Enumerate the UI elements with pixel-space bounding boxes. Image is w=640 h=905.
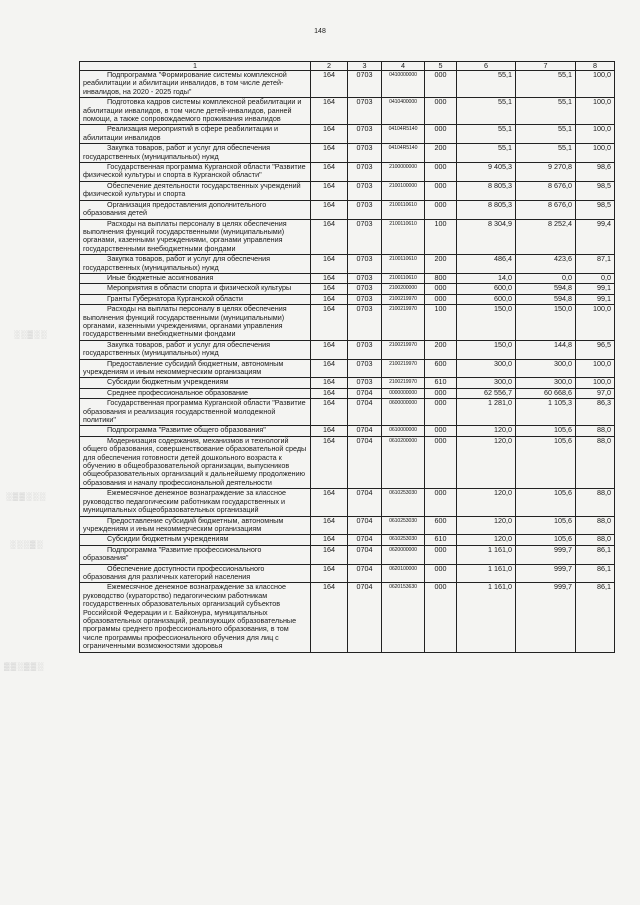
scan-artifact: ▒▒░▒▒░: [4, 662, 45, 671]
grbs-code-cell: 164: [311, 125, 348, 144]
expense-type-cell: 000: [425, 545, 457, 564]
grbs-code-cell: 164: [311, 144, 348, 163]
actual-amount-cell: 9 270,8: [516, 163, 576, 182]
target-article-cell: 2100219970: [382, 378, 425, 388]
actual-amount-cell: 999,7: [516, 564, 576, 583]
planned-amount-cell: 600,0: [457, 284, 516, 294]
column-number: 8: [576, 62, 615, 71]
execution-percent-cell: 86,3: [576, 399, 615, 426]
grbs-code-cell: 164: [311, 273, 348, 283]
target-article-cell: 2100219970: [382, 294, 425, 304]
row-name-cell: Государственная программа Курганской области "Развитие образования и реализация государственной молодежной политики": [80, 399, 311, 426]
execution-percent-cell: 98,5: [576, 181, 615, 200]
column-number: 7: [516, 62, 576, 71]
row-name-cell: Среднее профессиональное образование: [80, 388, 311, 398]
table-row: [80, 436, 615, 488]
column-number: 4: [382, 62, 425, 71]
scan-artifact: ░░░▒░: [10, 540, 44, 549]
expense-type-cell: 000: [425, 583, 457, 652]
section-code-cell: 0704: [348, 564, 382, 583]
grbs-code-cell: 164: [311, 436, 348, 488]
grbs-code-cell: 164: [311, 200, 348, 219]
grbs-code-cell: 164: [311, 583, 348, 652]
expense-type-cell: 100: [425, 219, 457, 255]
column-number: 3: [348, 62, 382, 71]
expense-type-cell: 600: [425, 516, 457, 535]
planned-amount-cell: 55,1: [457, 71, 516, 98]
execution-percent-cell: 96,5: [576, 340, 615, 359]
actual-amount-cell: 105,6: [516, 516, 576, 535]
execution-percent-cell: 88,0: [576, 516, 615, 535]
planned-amount-cell: 8 805,3: [457, 181, 516, 200]
execution-percent-cell: 100,0: [576, 378, 615, 388]
column-number: 2: [311, 62, 348, 71]
actual-amount-cell: 105,6: [516, 535, 576, 545]
row-name-cell: Подпрограмма "Развитие общего образования": [80, 426, 311, 436]
row-name-cell: Субсидии бюджетным учреждениям: [80, 378, 311, 388]
target-article-cell: 2100110610: [382, 273, 425, 283]
actual-amount-cell: 594,8: [516, 294, 576, 304]
column-number: 1: [80, 62, 311, 71]
expense-type-cell: 000: [425, 125, 457, 144]
actual-amount-cell: 55,1: [516, 125, 576, 144]
planned-amount-cell: 9 405,3: [457, 163, 516, 182]
expense-type-cell: 200: [425, 340, 457, 359]
planned-amount-cell: 600,0: [457, 294, 516, 304]
actual-amount-cell: 8 676,0: [516, 200, 576, 219]
target-article-cell: 2100219970: [382, 305, 425, 341]
planned-amount-cell: 150,0: [457, 305, 516, 341]
execution-percent-cell: 88,0: [576, 489, 615, 516]
row-name-cell: Закупка товаров, работ и услуг для обеспечения государственных (муниципальных) нужд: [80, 144, 311, 163]
execution-percent-cell: 86,1: [576, 564, 615, 583]
table-row: [80, 388, 615, 398]
target-article-cell: 0610253030: [382, 489, 425, 516]
actual-amount-cell: 999,7: [516, 583, 576, 652]
section-code-cell: 0703: [348, 200, 382, 219]
column-number: 6: [457, 62, 516, 71]
grbs-code-cell: 164: [311, 564, 348, 583]
table-row: [80, 71, 615, 98]
expense-type-cell: 000: [425, 71, 457, 98]
target-article-cell: 2100000000: [382, 163, 425, 182]
execution-percent-cell: 100,0: [576, 125, 615, 144]
actual-amount-cell: 55,1: [516, 98, 576, 125]
row-name-cell: Закупка товаров, работ и услуг для обеспечения государственных (муниципальных) нужд: [80, 255, 311, 274]
table-row: [80, 255, 615, 274]
grbs-code-cell: 164: [311, 294, 348, 304]
table-row: [80, 399, 615, 426]
row-name-cell: Подпрограмма "Формирование системы комплексной реабилитации и абилитации инвалидов, в том числе детей-инвалидов, на 2020 - 2025 годы": [80, 71, 311, 98]
grbs-code-cell: 164: [311, 545, 348, 564]
actual-amount-cell: 105,6: [516, 426, 576, 436]
budget-table: [79, 61, 615, 653]
execution-percent-cell: 0,0: [576, 273, 615, 283]
execution-percent-cell: 99,1: [576, 294, 615, 304]
row-name-cell: Расходы на выплаты персоналу в целях обеспечения выполнения функций государственными (муниципальными) органами, казенными учреждениями, органами управления государственными внебюджетными фондами: [80, 219, 311, 255]
section-code-cell: 0704: [348, 545, 382, 564]
target-article-cell: 2100200000: [382, 284, 425, 294]
actual-amount-cell: 60 668,6: [516, 388, 576, 398]
target-article-cell: 0600000000: [382, 399, 425, 426]
planned-amount-cell: 486,4: [457, 255, 516, 274]
section-code-cell: 0703: [348, 294, 382, 304]
planned-amount-cell: 300,0: [457, 378, 516, 388]
section-code-cell: 0703: [348, 163, 382, 182]
section-code-cell: 0704: [348, 436, 382, 488]
grbs-code-cell: 164: [311, 305, 348, 341]
expense-type-cell: 800: [425, 273, 457, 283]
planned-amount-cell: 1 161,0: [457, 545, 516, 564]
scan-artifact: ░▒▒░░░: [6, 492, 47, 501]
expense-type-cell: 600: [425, 359, 457, 378]
row-name-cell: Предоставление субсидий бюджетным, автономным учреждениям и иным некоммерческим организациям: [80, 359, 311, 378]
row-name-cell: Мероприятия в области спорта и физической культуры: [80, 284, 311, 294]
execution-percent-cell: 86,1: [576, 545, 615, 564]
execution-percent-cell: 100,0: [576, 305, 615, 341]
planned-amount-cell: 150,0: [457, 340, 516, 359]
actual-amount-cell: 423,6: [516, 255, 576, 274]
expense-type-cell: 610: [425, 535, 457, 545]
grbs-code-cell: 164: [311, 340, 348, 359]
section-code-cell: 0703: [348, 219, 382, 255]
target-article-cell: 2100100000: [382, 181, 425, 200]
table-row: [80, 98, 615, 125]
section-code-cell: 0703: [348, 305, 382, 341]
actual-amount-cell: 55,1: [516, 144, 576, 163]
row-name-cell: Обеспечение доступности профессионального образования для различных категорий населения: [80, 564, 311, 583]
grbs-code-cell: 164: [311, 284, 348, 294]
row-name-cell: Закупка товаров, работ и услуг для обеспечения государственных (муниципальных) нужд: [80, 340, 311, 359]
section-code-cell: 0703: [348, 181, 382, 200]
planned-amount-cell: 14,0: [457, 273, 516, 283]
section-code-cell: 0703: [348, 359, 382, 378]
table-row: [80, 144, 615, 163]
table-row: [80, 284, 615, 294]
table-row: [80, 545, 615, 564]
planned-amount-cell: 8 805,3: [457, 200, 516, 219]
grbs-code-cell: 164: [311, 181, 348, 200]
target-article-cell: 0410000000: [382, 71, 425, 98]
actual-amount-cell: 144,8: [516, 340, 576, 359]
row-name-cell: Государственная программа Курганской области "Развитие физической культуры и спорта в Курганской области": [80, 163, 311, 182]
target-article-cell: 0610253030: [382, 535, 425, 545]
execution-percent-cell: 100,0: [576, 98, 615, 125]
expense-type-cell: 200: [425, 255, 457, 274]
row-name-cell: Подготовка кадров системы комплексной реабилитации и абилитации инвалидов, в том числе детей-инвалидов, ранней помощи, а также сопровождаемого проживания инвалидов: [80, 98, 311, 125]
execution-percent-cell: 88,0: [576, 426, 615, 436]
planned-amount-cell: 300,0: [457, 359, 516, 378]
row-name-cell: Гранты Губернатора Курганской области: [80, 294, 311, 304]
actual-amount-cell: 0,0: [516, 273, 576, 283]
target-article-cell: 0410400000: [382, 98, 425, 125]
section-code-cell: 0704: [348, 388, 382, 398]
section-code-cell: 0703: [348, 144, 382, 163]
target-article-cell: 2100219970: [382, 359, 425, 378]
planned-amount-cell: 55,1: [457, 125, 516, 144]
execution-percent-cell: 98,6: [576, 163, 615, 182]
execution-percent-cell: 99,1: [576, 284, 615, 294]
grbs-code-cell: 164: [311, 71, 348, 98]
section-code-cell: 0703: [348, 98, 382, 125]
planned-amount-cell: 8 304,9: [457, 219, 516, 255]
target-article-cell: 04104R5140: [382, 144, 425, 163]
table-row: [80, 535, 615, 545]
row-name-cell: Модернизация содержания, механизмов и технологий общего образования, совершенствование образовательной среды для обеспечения готовности детей дошкольного возраста к обучению в общеобразовательной организации, выпускников общеобразовательных организаций к дальнейшему продолжению образования и началу профессиональной деятельности: [80, 436, 311, 488]
table-row: [80, 294, 615, 304]
expense-type-cell: 000: [425, 294, 457, 304]
planned-amount-cell: 120,0: [457, 516, 516, 535]
table-row: [80, 516, 615, 535]
grbs-code-cell: 164: [311, 535, 348, 545]
grbs-code-cell: 164: [311, 399, 348, 426]
planned-amount-cell: 1 281,0: [457, 399, 516, 426]
row-name-cell: Организация предоставления дополнительного образования детей: [80, 200, 311, 219]
section-code-cell: 0703: [348, 125, 382, 144]
expense-type-cell: 200: [425, 144, 457, 163]
execution-percent-cell: 87,1: [576, 255, 615, 274]
planned-amount-cell: 120,0: [457, 436, 516, 488]
section-code-cell: 0704: [348, 489, 382, 516]
target-article-cell: 0620100000: [382, 564, 425, 583]
planned-amount-cell: 1 161,0: [457, 583, 516, 652]
table-row: [80, 359, 615, 378]
expense-type-cell: 000: [425, 489, 457, 516]
expense-type-cell: 000: [425, 426, 457, 436]
expense-type-cell: 610: [425, 378, 457, 388]
planned-amount-cell: 120,0: [457, 535, 516, 545]
row-name-cell: Расходы на выплаты персоналу в целях обеспечения выполнения функций государственными (муниципальными) органами, казенными учреждениями, органами управления государственными внебюджетными фондами: [80, 305, 311, 341]
table-row: [80, 163, 615, 182]
target-article-cell: 0610000000: [382, 426, 425, 436]
execution-percent-cell: 100,0: [576, 144, 615, 163]
row-name-cell: Обеспечение деятельности государственных учреждений физической культуры и спорта: [80, 181, 311, 200]
scan-artifact: ░░▒░░: [14, 330, 48, 339]
section-code-cell: 0703: [348, 255, 382, 274]
expense-type-cell: 000: [425, 399, 457, 426]
section-code-cell: 0703: [348, 340, 382, 359]
table-row: [80, 273, 615, 283]
section-code-cell: 0704: [348, 516, 382, 535]
expense-type-cell: 100: [425, 305, 457, 341]
grbs-code-cell: 164: [311, 98, 348, 125]
planned-amount-cell: 62 556,7: [457, 388, 516, 398]
target-article-cell: 0610200000: [382, 436, 425, 488]
section-code-cell: 0703: [348, 273, 382, 283]
grbs-code-cell: 164: [311, 359, 348, 378]
table-row: [80, 219, 615, 255]
actual-amount-cell: 1 105,3: [516, 399, 576, 426]
execution-percent-cell: 99,4: [576, 219, 615, 255]
row-name-cell: Подпрограмма "Развитие профессионального образования": [80, 545, 311, 564]
actual-amount-cell: 8 252,4: [516, 219, 576, 255]
planned-amount-cell: 55,1: [457, 98, 516, 125]
table-row: [80, 340, 615, 359]
expense-type-cell: 000: [425, 388, 457, 398]
row-name-cell: Реализация мероприятий в сфере реабилитации и абилитации инвалидов: [80, 125, 311, 144]
expense-type-cell: 000: [425, 436, 457, 488]
actual-amount-cell: 594,8: [516, 284, 576, 294]
grbs-code-cell: 164: [311, 255, 348, 274]
table-row: [80, 125, 615, 144]
column-number-row: [80, 62, 615, 71]
table-row: [80, 489, 615, 516]
table-row: [80, 564, 615, 583]
grbs-code-cell: 164: [311, 378, 348, 388]
table-row: [80, 200, 615, 219]
actual-amount-cell: 300,0: [516, 378, 576, 388]
actual-amount-cell: 300,0: [516, 359, 576, 378]
row-name-cell: Предоставление субсидий бюджетным, автономным учреждениям и иным некоммерческим организациям: [80, 516, 311, 535]
grbs-code-cell: 164: [311, 388, 348, 398]
grbs-code-cell: 164: [311, 219, 348, 255]
grbs-code-cell: 164: [311, 426, 348, 436]
page-number: 148: [314, 28, 326, 35]
table-row: [80, 426, 615, 436]
execution-percent-cell: 97,0: [576, 388, 615, 398]
actual-amount-cell: 999,7: [516, 545, 576, 564]
expense-type-cell: 000: [425, 564, 457, 583]
row-name-cell: Ежемесячное денежное вознаграждение за классное руководство (кураторство) педагогическим работникам государственных образовательных организаций субъектов Российской Федерации и г. Байконура, муниципальных образовательных организаций, реализующих образовательные программы среднего профессионального образования, в том числе программы профессионального обучения для лиц с ограниченными возможностями здоровья: [80, 583, 311, 652]
actual-amount-cell: 105,6: [516, 436, 576, 488]
planned-amount-cell: 120,0: [457, 489, 516, 516]
target-article-cell: 0620000000: [382, 545, 425, 564]
target-article-cell: 2100110610: [382, 200, 425, 219]
planned-amount-cell: 55,1: [457, 144, 516, 163]
section-code-cell: 0703: [348, 284, 382, 294]
section-code-cell: 0704: [348, 399, 382, 426]
section-code-cell: 0703: [348, 378, 382, 388]
execution-percent-cell: 98,5: [576, 200, 615, 219]
row-name-cell: Иные бюджетные ассигнования: [80, 273, 311, 283]
expense-type-cell: 000: [425, 200, 457, 219]
planned-amount-cell: 1 161,0: [457, 564, 516, 583]
execution-percent-cell: 88,0: [576, 535, 615, 545]
target-article-cell: 0610253030: [382, 516, 425, 535]
execution-percent-cell: 100,0: [576, 71, 615, 98]
section-code-cell: 0704: [348, 426, 382, 436]
execution-percent-cell: 88,0: [576, 436, 615, 488]
expense-type-cell: 000: [425, 181, 457, 200]
grbs-code-cell: 164: [311, 163, 348, 182]
column-number: 5: [425, 62, 457, 71]
budget-table-body: [80, 62, 615, 653]
expense-type-cell: 000: [425, 284, 457, 294]
expense-type-cell: 000: [425, 98, 457, 125]
row-name-cell: Субсидии бюджетным учреждениям: [80, 535, 311, 545]
table-row: [80, 305, 615, 341]
target-article-cell: 2100219970: [382, 340, 425, 359]
execution-percent-cell: 100,0: [576, 359, 615, 378]
table-row: [80, 378, 615, 388]
grbs-code-cell: 164: [311, 516, 348, 535]
actual-amount-cell: 150,0: [516, 305, 576, 341]
target-article-cell: 2100110610: [382, 255, 425, 274]
actual-amount-cell: 55,1: [516, 71, 576, 98]
execution-percent-cell: 86,1: [576, 583, 615, 652]
table-row: [80, 181, 615, 200]
section-code-cell: 0703: [348, 71, 382, 98]
target-article-cell: 0620153630: [382, 583, 425, 652]
grbs-code-cell: 164: [311, 489, 348, 516]
planned-amount-cell: 120,0: [457, 426, 516, 436]
table-row: [80, 583, 615, 652]
section-code-cell: 0704: [348, 583, 382, 652]
row-name-cell: Ежемесячное денежное вознаграждение за классное руководство педагогическим работникам государственных и муниципальных общеобразовательных организаций: [80, 489, 311, 516]
target-article-cell: 2100110610: [382, 219, 425, 255]
actual-amount-cell: 8 676,0: [516, 181, 576, 200]
section-code-cell: 0704: [348, 535, 382, 545]
expense-type-cell: 000: [425, 163, 457, 182]
target-article-cell: 04104R5140: [382, 125, 425, 144]
actual-amount-cell: 105,6: [516, 489, 576, 516]
target-article-cell: 0000000000: [382, 388, 425, 398]
